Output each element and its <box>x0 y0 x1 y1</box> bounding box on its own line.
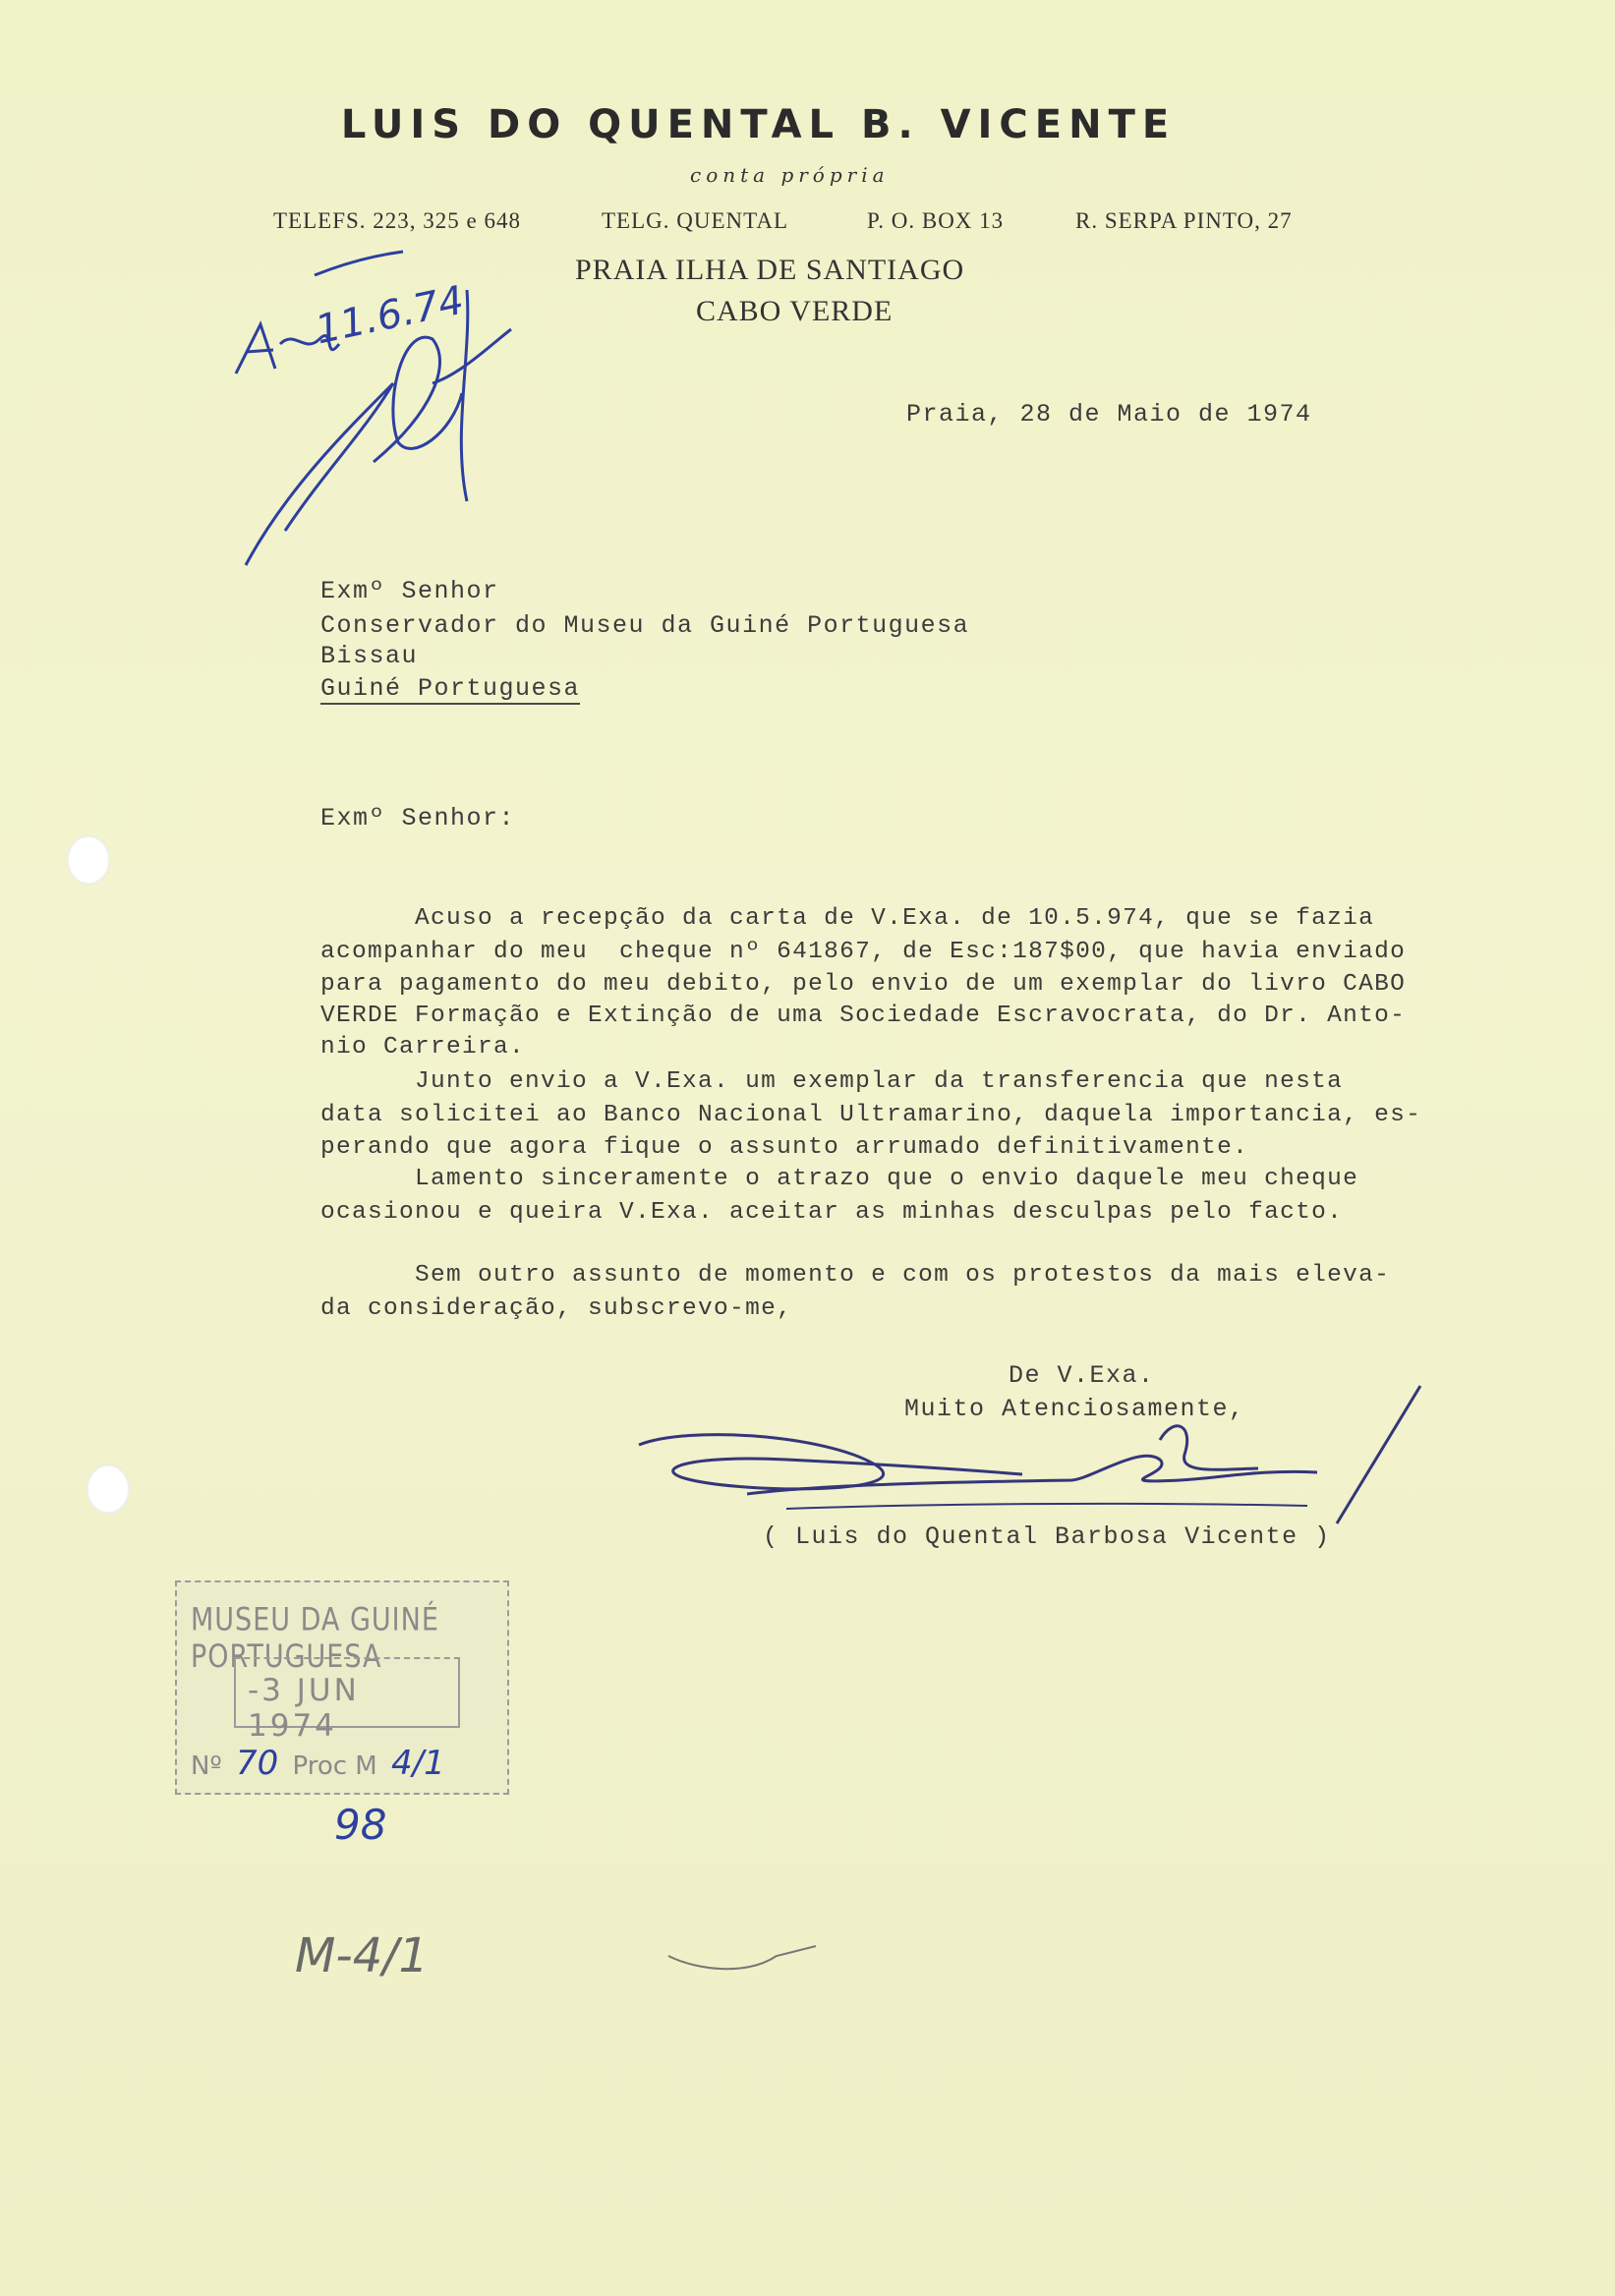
received-note: 11.6.74 <box>311 277 468 354</box>
pencil-scribble <box>659 1926 836 1985</box>
body-line: VERDE Formação e Extinção de uma Sociedade Escravocrata, do Dr. Anto- <box>320 1003 1407 1029</box>
letterhead-po-box: P. O. BOX 13 <box>867 208 1005 233</box>
letterhead-subtitle: conta própria <box>690 163 890 187</box>
stamp-date-box <box>234 1657 460 1744</box>
stamp-date: -3 JUN 1974 <box>248 1673 360 1744</box>
letterhead-name: LUIS DO QUENTAL B. VICENTE <box>340 102 1177 147</box>
letterhead-phones: TELEFS. 223, 325 e 648 <box>273 208 521 233</box>
closing-line: da consideração, subscrevo-me, <box>320 1295 793 1322</box>
body-line: Junto envio a V.Exa. um exemplar da transferencia que nesta <box>320 1068 1344 1095</box>
letterhead-city: PRAIA ILHA DE SANTIAGO <box>575 254 965 286</box>
museum-stamp <box>175 1580 509 1795</box>
letterhead-street: R. SERPA PINTO, 27 <box>1075 208 1293 233</box>
date-line: Praia, 28 de Maio de 1974 <box>906 400 1312 429</box>
stamp-proc-label: Proc M <box>292 1751 377 1781</box>
body-line: Acuso a recepção da carta de V.Exa. de 10.5.974, que se fazia <box>320 905 1375 932</box>
file-reference: M-4/1 <box>295 1928 429 1983</box>
recipient-line1: Conservador do Museu da Guiné Portuguesa <box>320 611 970 640</box>
body-line: nio Carreira. <box>320 1034 526 1061</box>
recipient-line2: Bissau <box>320 642 419 670</box>
body-line: data solicitei ao Banco Nacional Ultramarino, daquela importancia, es- <box>320 1102 1422 1128</box>
signoff-line1: De V.Exa. <box>1009 1361 1155 1390</box>
letterhead-country: CABO VERDE <box>696 295 894 327</box>
punch-hole-bottom <box>87 1464 130 1514</box>
handwritten-initials <box>206 236 531 570</box>
stamp-number-row <box>191 1744 445 1783</box>
body-line: ocasionou e queira V.Exa. aceitar as minhas desculpas pelo facto. <box>320 1199 1344 1226</box>
signoff-line2: Muito Atenciosamente, <box>904 1395 1245 1423</box>
recipient-salutation: Exmº Senhor <box>320 577 499 605</box>
letterhead-telegram: TELG. QUENTAL <box>602 208 789 233</box>
signoff-printed-name: ( Luis do Quental Barbosa Vicente ) <box>763 1522 1331 1551</box>
handwritten-signature <box>629 1386 1415 1543</box>
stamp-title: MUSEU DA GUINÉ PORTUGUESA <box>191 1601 439 1676</box>
stamp-mark: 98 <box>334 1801 387 1849</box>
stamp-number-value: 70 <box>235 1744 279 1783</box>
punch-hole-top <box>67 835 110 885</box>
body-line: perando que agora fique o assunto arrumado definitivamente. <box>320 1134 1249 1161</box>
stamp-proc-value: 4/1 <box>391 1744 445 1783</box>
recipient-line3: Guiné Portuguesa <box>320 674 581 703</box>
closing-line: Sem outro assunto de momento e com os protestos da mais eleva- <box>320 1262 1391 1289</box>
body-line: Lamento sinceramente o atrazo que o envio daquele meu cheque <box>320 1166 1359 1192</box>
greeting: Exmº Senhor: <box>320 804 516 832</box>
body-line: acompanhar do meu cheque nº 641867, de Esc:187$00, que havia enviado <box>320 939 1407 965</box>
body-line: para pagamento do meu debito, pelo envio de um exemplar do livro CABO <box>320 971 1407 998</box>
stamp-number-label: Nº <box>191 1751 222 1781</box>
